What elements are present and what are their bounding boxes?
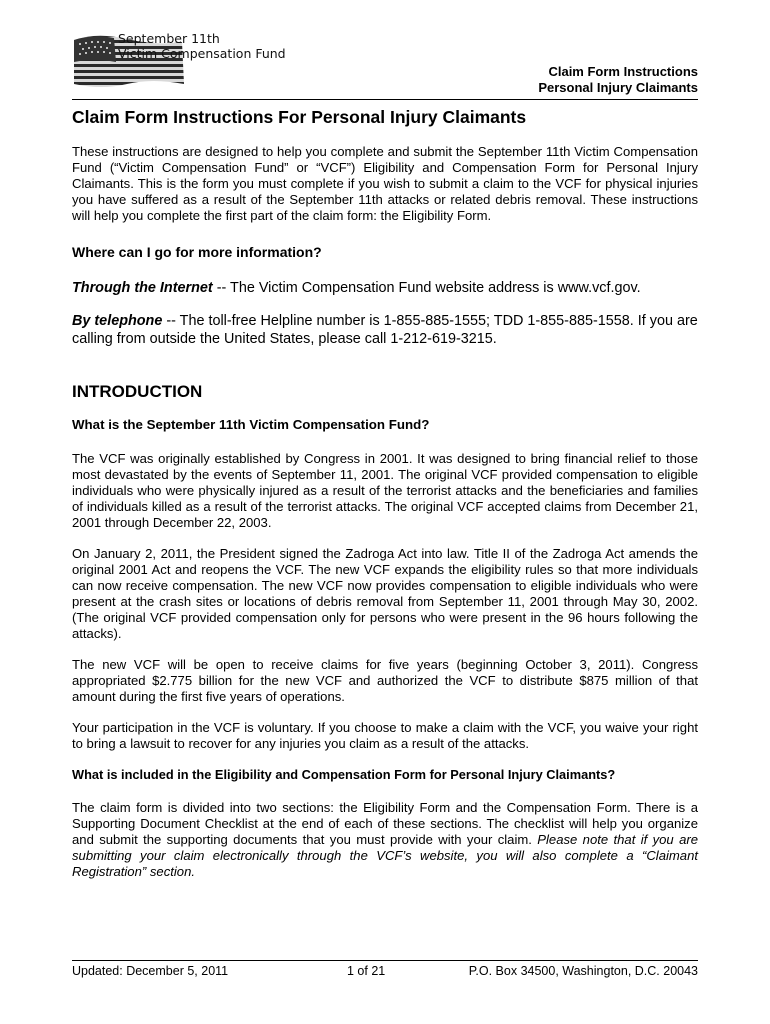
document-body <box>72 106 698 880</box>
telephone-label: By telephone <box>72 313 163 329</box>
paragraph-3: The new VCF will be open to receive claims for five years (beginning October 3, 2011). Congress appropriated $2.775 billion for the new VCF and authorized the VCF to distribute $875 million of that amount during the first five years of operations. <box>72 657 698 704</box>
internet-label: Through the Internet <box>72 280 213 296</box>
paragraph-5-note: Please note that if you are submitting your claim electronically through the VCF’s website, you will also complete a “Claimant Registration” section. <box>72 832 698 879</box>
question-heading-1: What is the September 11th Victim Compensation Fund? <box>72 417 430 432</box>
paragraph-5 <box>72 800 698 880</box>
header-title <box>538 64 698 96</box>
introduction-heading: INTRODUCTION <box>72 382 203 401</box>
paragraph-4: Your participation in the VCF is voluntary. If you choose to make a claim with the VCF, you waive your right to bring a lawsuit to recover for any injuries you claim as a result of the attacks. <box>72 720 698 751</box>
paragraph-5-text: The claim form is divided into two sections: the Eligibility Form and the Compensation Form. There is a Supporting Document Checklist at the end of each of these sections. The checklist will help you organize and submit the supporting documents that you must provide with your claim. <box>72 800 698 847</box>
info-heading: Where can I go for more information? <box>72 244 322 260</box>
internet-text: -- The Victim Compensation Fund website address is www.vcf.gov. <box>212 280 641 296</box>
logo-line-2: Victim Compensation Fund <box>118 46 286 61</box>
question-heading-2: What is included in the Eligibility and Compensation Form for Personal Injury Claimants? <box>72 767 616 782</box>
logo-text <box>118 31 286 61</box>
intro-paragraph: These instructions are designed to help you complete and submit the September 11th Victim Compensation Fund (“Victim Compensation Fund” or “VCF”) Eligibility and Compensation Form for Personal Injury Claimants. This is the form you must complete if you wish to submit a claim to the VCF for physical injuries you have suffered as a result of the September 11th attacks or related debris removal. These instructions will help you complete the first part of the claim form: the Eligibility Form. <box>72 144 698 223</box>
telephone-info <box>72 312 698 348</box>
page-footer <box>72 964 698 980</box>
footer-divider <box>72 960 698 961</box>
paragraph-2: On January 2, 2011, the President signed the Zadroga Act into law. Title II of the Zadroga Act amends the original 2001 Act and reopens the VCF. The new VCF expands the eligibility rules so that more individuals can now receive compensation. The new VCF now provides compensation to eligible individuals who were present at the crash sites or locations of debris removal from September 11, 2001 through May 30, 2002. (The original VCF provided compensation only for persons who were present in the 96 hours following the attacks). <box>72 546 698 641</box>
internet-info <box>72 279 698 297</box>
telephone-text: -- The toll-free Helpline number is 1-855-885-1555; TDD 1-855-885-1558. If you are calling from outside the United States, please call 1-212-619-3215. <box>72 313 698 347</box>
paragraph-1: The VCF was originally established by Congress in 2001. It was designed to bring financial relief to those most devastated by the events of September 11, 2001. The original VCF provided compensation to eligible individuals who were physically injured as a result of the terrorist attacks and the beneficiaries and families of individuals killed as a result of the terrorist attacks. The original VCF accepted claims from December 21, 2001 through December 22, 2003. <box>72 451 698 530</box>
footer-page-number: 1 of 21 <box>347 964 386 978</box>
footer-updated: Updated: December 5, 2011 <box>72 964 229 978</box>
header-title-line-2: Personal Injury Claimants <box>538 80 698 95</box>
header-divider <box>72 99 698 100</box>
header-title-line-1: Claim Form Instructions <box>548 64 698 79</box>
footer-address: P.O. Box 34500, Washington, D.C. 20043 <box>468 964 698 978</box>
logo-line-1: September 11th <box>118 31 220 46</box>
document-title: Claim Form Instructions For Personal Injury Claimants <box>72 107 527 127</box>
